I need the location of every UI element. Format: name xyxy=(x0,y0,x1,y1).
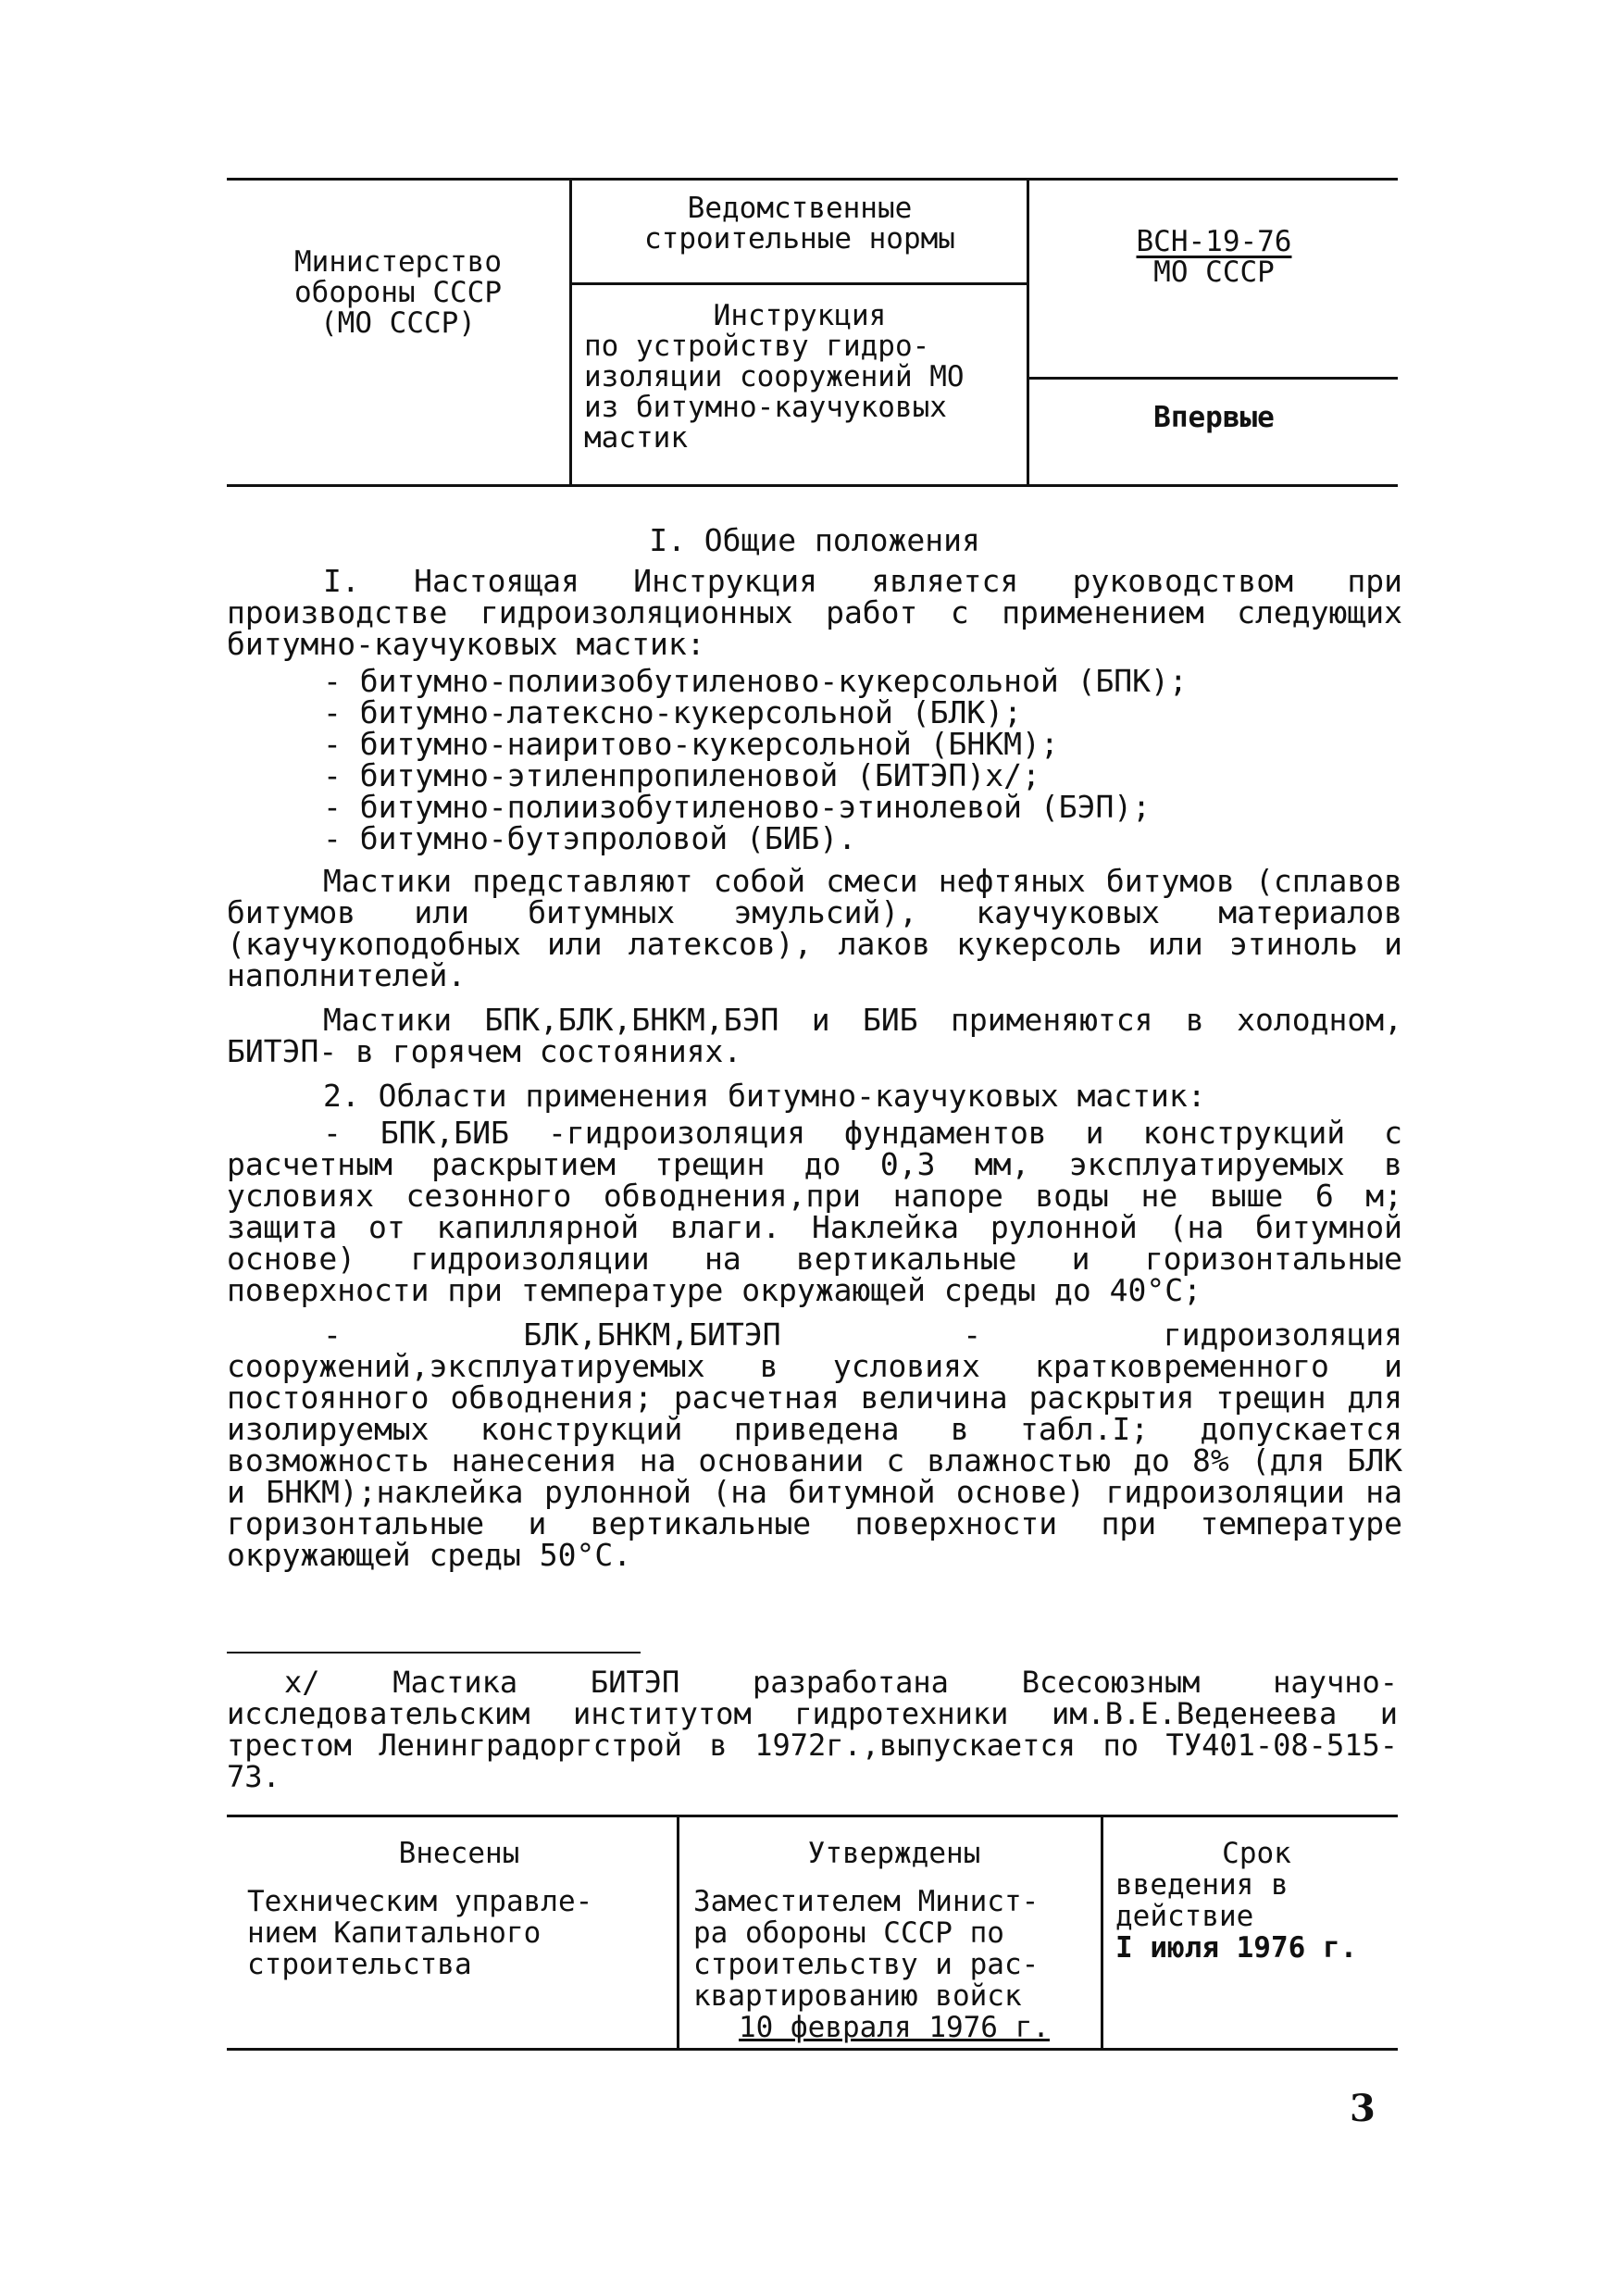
effective-date xyxy=(1104,1838,1398,1964)
approval-table xyxy=(227,1815,1398,2051)
approved-by-line: квартированию войск xyxy=(693,1979,1022,2013)
paragraph: Мастики БПК,БЛК,БНКМ,БЭП и БИБ применяются в холодном, БИТЭП- в горячем состояниях. xyxy=(227,1002,1402,1069)
footnote-rule xyxy=(227,1652,641,1653)
list-item: - битумно-латексно-кукерсольной (БЛК); xyxy=(323,694,1022,730)
document-title-heading: Инструкция xyxy=(713,299,887,332)
ministry-line: обороны СССР xyxy=(294,276,502,309)
document-title-line: по устройству гидро- xyxy=(584,330,930,363)
list-item: - битумно-полиизобутиленово-кукерсольной (БПК); xyxy=(323,663,1188,699)
submitted-by-line: нием Капитального xyxy=(247,1916,542,1950)
ministry-line: (МО СССР) xyxy=(320,306,476,340)
approval-divider xyxy=(227,2048,1398,2051)
list-item: - битумно-бутэпроловой (БИБ). xyxy=(323,820,857,856)
paragraph: I. Настоящая Инструкция является руководством при производстве гидроизоляционных работ с применением следующих битумно-каучуковых мастик: xyxy=(227,563,1402,662)
document-title-line: изоляции сооружений МО xyxy=(584,360,965,393)
submitted-by-line: строительства xyxy=(247,1948,472,1981)
paragraph: 2. Области применения битумно-каучуковых мастик: xyxy=(323,1078,1206,1114)
paragraph: Мастики представляют собой смеси нефтяных битумов (сплавов битумов или битумных эмульсий), каучуковых материалов (каучукоподобных или латексов), лаков кукерсоль или этиноль и наполнителей. xyxy=(227,863,1402,993)
mastic-list xyxy=(323,663,1402,856)
page-number: 3 xyxy=(1350,2087,1376,2130)
effective-date-heading: Срок xyxy=(1222,1837,1291,1870)
approved-by-line: Заместителем Минист- xyxy=(693,1885,1040,1918)
header-divider xyxy=(569,181,572,484)
header-divider xyxy=(1027,181,1029,484)
approval-date: 10 февраля 1976 г. xyxy=(739,2011,1050,2044)
header-divider xyxy=(1027,377,1398,380)
footnote: х/ Мастика БИТЭП разработана Всесоюзным научно-исследовательским институтом гидротехники им.В.Е.Веденеева и трестом Ленинградоргстрой в 1972г.,выпускается по ТУ401-08-515-73. xyxy=(227,1665,1398,1794)
document-code-org: МО СССР xyxy=(1153,256,1275,289)
submitted-by-heading: Внесены xyxy=(398,1837,520,1870)
document-body xyxy=(227,522,1402,1584)
document-title-line: из битумно-каучуковых xyxy=(584,391,947,424)
approved-by xyxy=(680,1838,1095,2043)
norm-type-line: Ведомственные xyxy=(687,192,913,225)
document-status: Впервые xyxy=(1153,401,1275,434)
effective-date-value: I июля 1976 г. xyxy=(1115,1931,1358,1965)
paragraph: - БЛК,БНКМ,БИТЭП - гидроизоляция сооружений,эксплуатируемых в условиях кратковременного и постоянного обводнения; расчетная величина раскрытия трещин для изолируемых конструкций приведена в табл.I; допускается возможность нанесения на основании с влажностью до 8% (для БЛК и БНКМ);наклейка рулонной (на битумной основе) гидроизоляции на горизонтальные и вертикальные поверхности при температуре окружающей среды 50°С. xyxy=(227,1316,1402,1573)
approved-by-heading: Утверждены xyxy=(807,1837,981,1870)
paragraph: - БПК,БИБ -гидроизоляция фундаментов и конструкций с расчетным раскрытием трещин до 0,3 мм, эксплуатируемых в условиях сезонного обводнения,при напоре воды не выше 6 м; защита от капиллярной влаги. Наклейка рулонной (на битумной основе) гидроизоляции на вертикальные и горизонтальные поверхности при температуре окружающей среды до 40°С; xyxy=(227,1115,1402,1308)
document-title-line: мастик xyxy=(584,421,688,455)
norm-type-line: строительные нормы xyxy=(644,222,955,256)
document-code-number: ВСН-19-76 xyxy=(1136,225,1292,258)
submitted-by xyxy=(227,1838,671,1980)
section-title: I. Общие положения xyxy=(649,522,980,558)
approved-by-line: ра обороны СССР по xyxy=(693,1916,1004,1950)
ministry-name xyxy=(227,247,569,339)
norm-type xyxy=(573,193,1027,255)
list-item: - битумно-этиленпропиленовой (БИТЭП)х/; xyxy=(323,757,1040,793)
ministry-line: Министерство xyxy=(294,245,502,279)
list-item: - битумно-полиизобутиленово-этинолевой (БЭП); xyxy=(323,789,1152,825)
approval-divider xyxy=(1101,1817,1103,2051)
header-table xyxy=(227,178,1398,487)
effective-date-line: действие xyxy=(1115,1900,1254,1933)
approval-divider xyxy=(677,1817,679,2051)
approved-by-line: строительству и рас- xyxy=(693,1948,1040,1981)
document-title xyxy=(573,301,1027,454)
submitted-by-line: Техническим управле- xyxy=(247,1885,593,1918)
document-code xyxy=(1030,227,1398,288)
header-divider xyxy=(569,282,1029,285)
effective-date-line: введения в xyxy=(1115,1868,1289,1902)
list-item: - битумно-наиритово-кукерсольной (БНКМ); xyxy=(323,726,1059,762)
